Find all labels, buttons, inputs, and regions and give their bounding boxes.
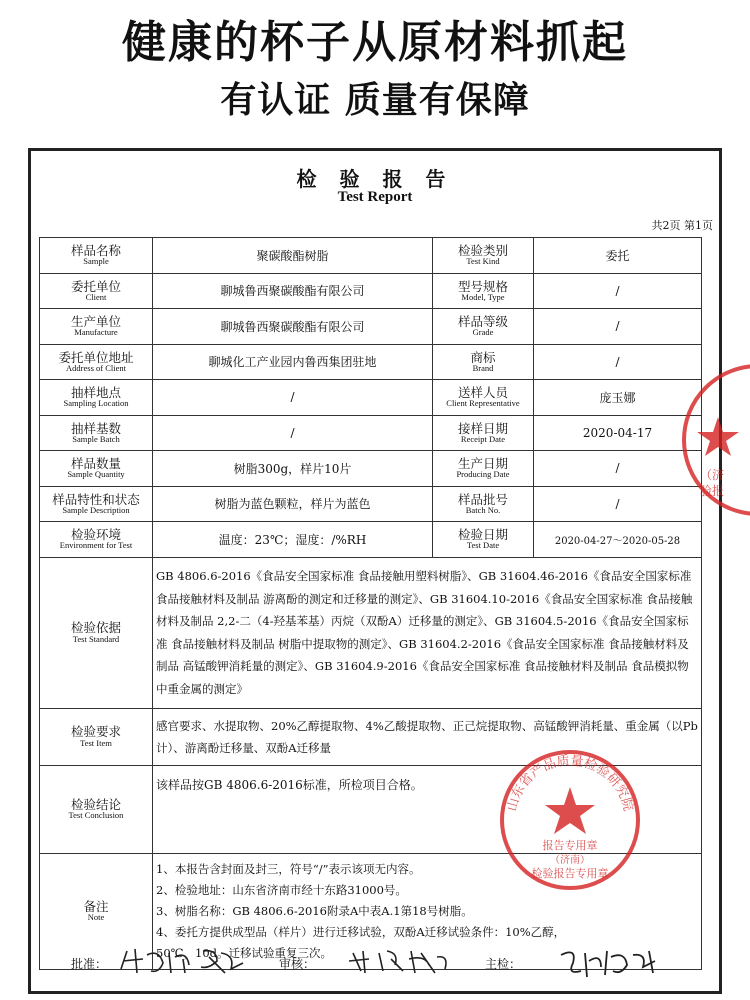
info-row: [40, 344, 702, 380]
items-label: 检验要求 Test Item: [40, 708, 153, 765]
field-value: 2020-04-17: [534, 415, 702, 451]
field-value: 2020-04-27～2020-05-28: [534, 522, 702, 558]
info-row: [40, 486, 702, 522]
field-value: 树脂为蓝色颗粒，样片为蓝色: [153, 486, 433, 522]
page-info: 共2页 第1页: [651, 219, 713, 232]
review-label: 审核：: [279, 957, 316, 971]
field-value: /: [534, 273, 702, 309]
field-value: 聊城化工产业园内鲁西集团驻地: [153, 344, 433, 380]
field-value: 聊城鲁西聚碳酸酯有限公司: [153, 273, 433, 309]
standard-label: 检验依据 Test Standard: [40, 557, 153, 708]
field-value: 庞玉娜: [534, 380, 702, 416]
field-value: /: [534, 486, 702, 522]
test-report-document: [28, 148, 725, 994]
field-label: 样品等级 Grade: [433, 309, 534, 345]
info-row: [40, 522, 702, 558]
field-value: 温度：23℃；湿度：/%RH: [153, 522, 433, 558]
note-line: 4、委托方提供成型品（样片）进行迁移试验，双酚A迁移试验条件：10%乙醇，: [156, 924, 566, 939]
seal-line-text: 报告专用章: [542, 839, 598, 852]
standard-row: [40, 557, 702, 708]
inspector-signature: [555, 943, 675, 983]
field-label: 样品特性和状态 Sample Description: [40, 486, 153, 522]
info-row: [40, 380, 702, 416]
notes-label: 备注 Note: [40, 853, 153, 969]
field-label: 样品名称 Sample: [40, 238, 153, 274]
seal-ring-text: 山东省产品质量检验研究院: [504, 753, 636, 813]
field-label: 商标 Brand: [433, 344, 534, 380]
field-value: /: [153, 380, 433, 416]
note-line: 2、检验地址：山东省济南市经十东路31000号。: [156, 882, 407, 897]
note-line: 1、本报告含封面及封三，符号“/”表示该项无内容。: [156, 861, 421, 876]
headline-main: 健康的杯子从原材料抓起: [122, 17, 628, 68]
items-row: [40, 708, 702, 765]
field-value: /: [153, 415, 433, 451]
field-label: 送样人员 Client Representative: [433, 380, 534, 416]
field-label: 抽样基数 Sample Batch: [40, 415, 153, 451]
field-label: 检验环境 Environment for Test: [40, 522, 153, 558]
field-label: 型号规格 Model, Type: [433, 273, 534, 309]
info-row: [40, 238, 702, 274]
note-line: 50℃，10d。迁移试验重复三次。: [156, 945, 332, 960]
field-value: 聚碳酸酯树脂: [153, 238, 433, 274]
field-label: 委托单位 Client: [40, 273, 153, 309]
main-inspector-label: 主检：: [485, 957, 522, 971]
report-title-en: Test Report: [337, 189, 413, 205]
side-seal-text: （济: [700, 468, 725, 482]
field-value: 聊城鲁西聚碳酸酯有限公司: [153, 309, 433, 345]
field-label: 生产日期 Producing Date: [433, 451, 534, 487]
field-label: 生产单位 Manufacture: [40, 309, 153, 345]
standard-text: GB 4806.6-2016《食品安全国家标准 食品接触用塑料树脂》、GB 31604.46-2016《食品安全国家标准 食品接触材料及制品 游离酚的测定和迁移量的测定》、GB 31604.10-2016《食品安全国家标准 食品接触材料及制品 2,2-二（4-羟基苯基）丙烷（双酚A）迁移量的测定》、GB 31604.5-2016《食品安全国家标准 食品接触材料及制品 树脂中提取物的测定》、GB 31604.2-2016《食品安全国家标准 食品接触材料及制品 高锰酸钾消耗量的测定》、GB 31604.9-2016《食品安全国家标准 食品接触材料及制品 食品模拟物中重金属的测定》: [153, 557, 702, 708]
seal-city-text: （济南）: [550, 855, 590, 866]
seal-bottom-text: 检验报告专用章: [531, 867, 609, 880]
approver-signature: [113, 943, 253, 979]
report-table: [39, 237, 702, 970]
field-label: 检验类别 Test Kind: [433, 238, 534, 274]
items-text: 感官要求、水提取物、20%乙醇提取物、4%乙酸提取物、正己烷提取物、高锰酸钾消耗量、重金属（以Pb计）、游离酚迁移量、双酚A迁移量: [153, 708, 702, 765]
field-label: 样品数量 Sample Quantity: [40, 451, 153, 487]
conclusion-text: 该样品按GB 4806.6-2016标准，所检项目合格。: [153, 765, 702, 853]
field-value: 树脂300g，样片10片: [153, 451, 433, 487]
side-seal-text-2: 验报: [700, 484, 725, 498]
info-row: [40, 273, 702, 309]
conclusion-label: 检验结论 Test Conclusion: [40, 765, 153, 853]
field-label: 委托单位地址 Address of Client: [40, 344, 153, 380]
field-value: /: [534, 309, 702, 345]
approve-label: 批准：: [71, 957, 108, 971]
note-line: 3、树脂名称：GB 4806.6-2016附录A中表A.1第18号树脂。: [156, 903, 473, 918]
info-row: [40, 451, 702, 487]
field-label: 接样日期 Receipt Date: [433, 415, 534, 451]
field-value: /: [534, 344, 702, 380]
reviewer-signature: [343, 943, 463, 979]
field-value: /: [534, 451, 702, 487]
info-row: [40, 309, 702, 345]
conclusion-row: [40, 765, 702, 853]
field-label: 样品批号 Batch No.: [433, 486, 534, 522]
headline-sub: 有认证 质量有保障: [220, 80, 530, 121]
field-label: 检验日期 Test Date: [433, 522, 534, 558]
field-label: 抽样地点 Sampling Location: [40, 380, 153, 416]
field-value: 委托: [534, 238, 702, 274]
info-row: [40, 415, 702, 451]
report-title-zh: 检 验 报 告: [296, 167, 454, 191]
